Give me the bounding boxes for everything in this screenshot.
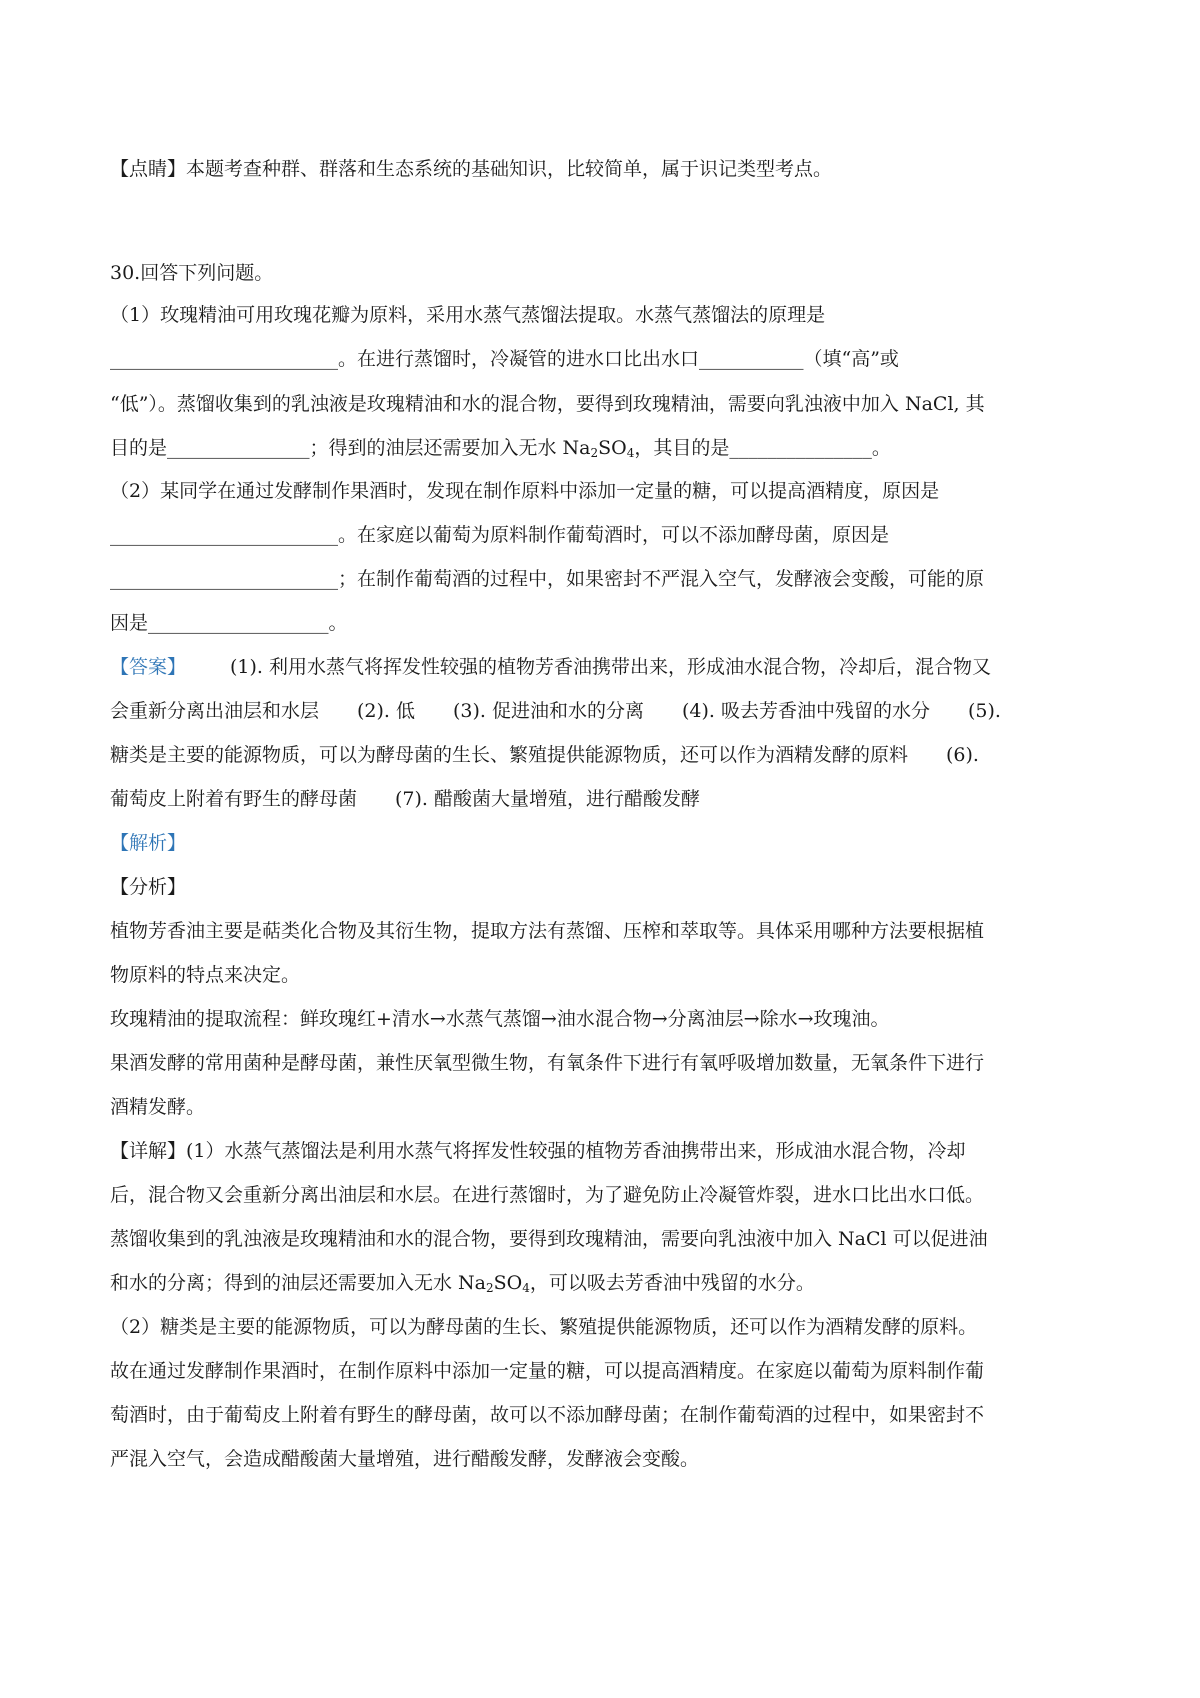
question-2-line-2: ________________________。在家庭以葡萄为原料制作葡萄酒时，可以不添加酵母菌，原因是 <box>110 524 890 546</box>
detail-2-line-4: 严混入空气，会造成醋酸菌大量增殖，进行醋酸发酵，发酵液会变酸。 <box>110 1448 700 1470</box>
detail-2-line-3: 萄酒时，由于葡萄皮上附着有野生的酵母菌，故可以不添加酵母菌；在制作葡萄酒的过程中，如果密封不 <box>110 1404 985 1426</box>
analysis-p1-line-1: 植物芳香油主要是萜类化合物及其衍生物，提取方法有蒸馏、压榨和萃取等。具体采用哪种方法要根据植 <box>110 920 985 942</box>
detail-1-line-2: 后，混合物又会重新分离出油层和水层。在进行蒸馏时，为了避免防止冷凝管炸裂，进水口比出水口低。 <box>110 1184 985 1206</box>
analysis-p3-line-1: 果酒发酵的常用菌种是酵母菌，兼性厌氧型微生物，有氧条件下进行有氧呼吸增加数量，无氧条件下进行 <box>110 1052 985 1074</box>
answer-label: 【答案】 <box>110 656 187 678</box>
answer-line-2: 会重新分离出油层和水层 (2). 低 (3). 促进油和水的分离 (4). 吸去芳香油中残留的水分 (5). <box>110 700 1001 722</box>
dianjing-note: 【点睛】本题考查种群、群落和生态系统的基础知识，比较简单，属于识记类型考点。 <box>110 158 833 180</box>
question-2-line-1: （2）某同学在通过发酵制作果酒时，发现在制作原料中添加一定量的糖，可以提高酒精度，原因是 <box>110 480 940 502</box>
subscript-4: 4 <box>522 1281 530 1295</box>
question-2-line-3: ________________________；在制作葡萄酒的过程中，如果密封不严混入空气，发酵液会变酸，可能的原 <box>110 568 985 590</box>
detail-1-line-1: 【详解】(1）水蒸气蒸馏法是利用水蒸气将挥发性较强的植物芳香油携带出来，形成油水混合物，冷却 <box>110 1140 966 1162</box>
analysis-label: 【解析】 <box>110 832 187 854</box>
q1-l4-rest: ，其目的是_______________。 <box>634 437 891 459</box>
question-1-line-3: “低”）。蒸馏收集到的乳浊液是玫瑰精油和水的混合物，要得到玫瑰精油，需要向乳浊液中加入 NaCl, 其 <box>110 393 985 415</box>
detail-2-line-1: （2）糖类是主要的能源物质，可以为酵母菌的生长、繁殖提供能源物质，还可以作为酒精发酵的原料。 <box>110 1316 978 1338</box>
d1-l4-rest: ，可以吸去芳香油中残留的水分。 <box>529 1272 815 1294</box>
analysis-p2: 玫瑰精油的提取流程：鲜玫瑰红+清水→水蒸气蒸馏→油水混合物→分离油层→除水→玫瑰油。 <box>110 1008 890 1030</box>
q1-l4-text: 目的是_______________；得到的油层还需要加入无水 Na <box>110 437 591 459</box>
analysis-p3-line-2: 酒精发酵。 <box>110 1096 206 1118</box>
fenxi-label: 【分析】 <box>110 876 187 898</box>
subscript-2: 2 <box>590 446 599 460</box>
subscript-4: 4 <box>626 446 635 460</box>
d1-l4-so: SO <box>493 1272 523 1294</box>
question-2-line-4: 因是___________________。 <box>110 612 348 634</box>
detail-1-line-4 <box>110 1270 1100 1296</box>
question-1-line-1: （1）玫瑰精油可用玫瑰花瓣为原料，采用水蒸气蒸馏法提取。水蒸气蒸馏法的原理是 <box>110 304 826 326</box>
d1-l4-text: 和水的分离；得到的油层还需要加入无水 Na <box>110 1272 486 1294</box>
answer-line-3: 糖类是主要的能源物质，可以为酵母菌的生长、繁殖提供能源物质，还可以作为酒精发酵的原料 (6). <box>110 744 979 766</box>
subscript-2: 2 <box>486 1281 494 1295</box>
answer-text-1: (1). 利用水蒸气将挥发性较强的植物芳香油携带出来，形成油水混合物，冷却后，混合物又 <box>230 656 992 678</box>
answer-line-1 <box>110 654 1100 680</box>
detail-2-line-2: 故在通过发酵制作果酒时，在制作原料中添加一定量的糖，可以提高酒精度。在家庭以葡萄为原料制作葡 <box>110 1360 985 1382</box>
question-1-line-2: ________________________。在进行蒸馏时，冷凝管的进水口比出水口___________（填“高”或 <box>110 348 899 370</box>
q1-l4-so: SO <box>598 437 627 459</box>
detail-1-line-3: 蒸馏收集到的乳浊液是玫瑰精油和水的混合物，要得到玫瑰精油，需要向乳浊液中加入 NaCl 可以促进油 <box>110 1228 988 1250</box>
analysis-p1-line-2: 物原料的特点来决定。 <box>110 964 301 986</box>
question-1-line-4 <box>110 435 1100 461</box>
question-title: 30.回答下列问题。 <box>110 262 274 284</box>
answer-line-4: 葡萄皮上附着有野生的酵母菌 (7). 醋酸菌大量增殖，进行醋酸发酵 <box>110 788 700 810</box>
